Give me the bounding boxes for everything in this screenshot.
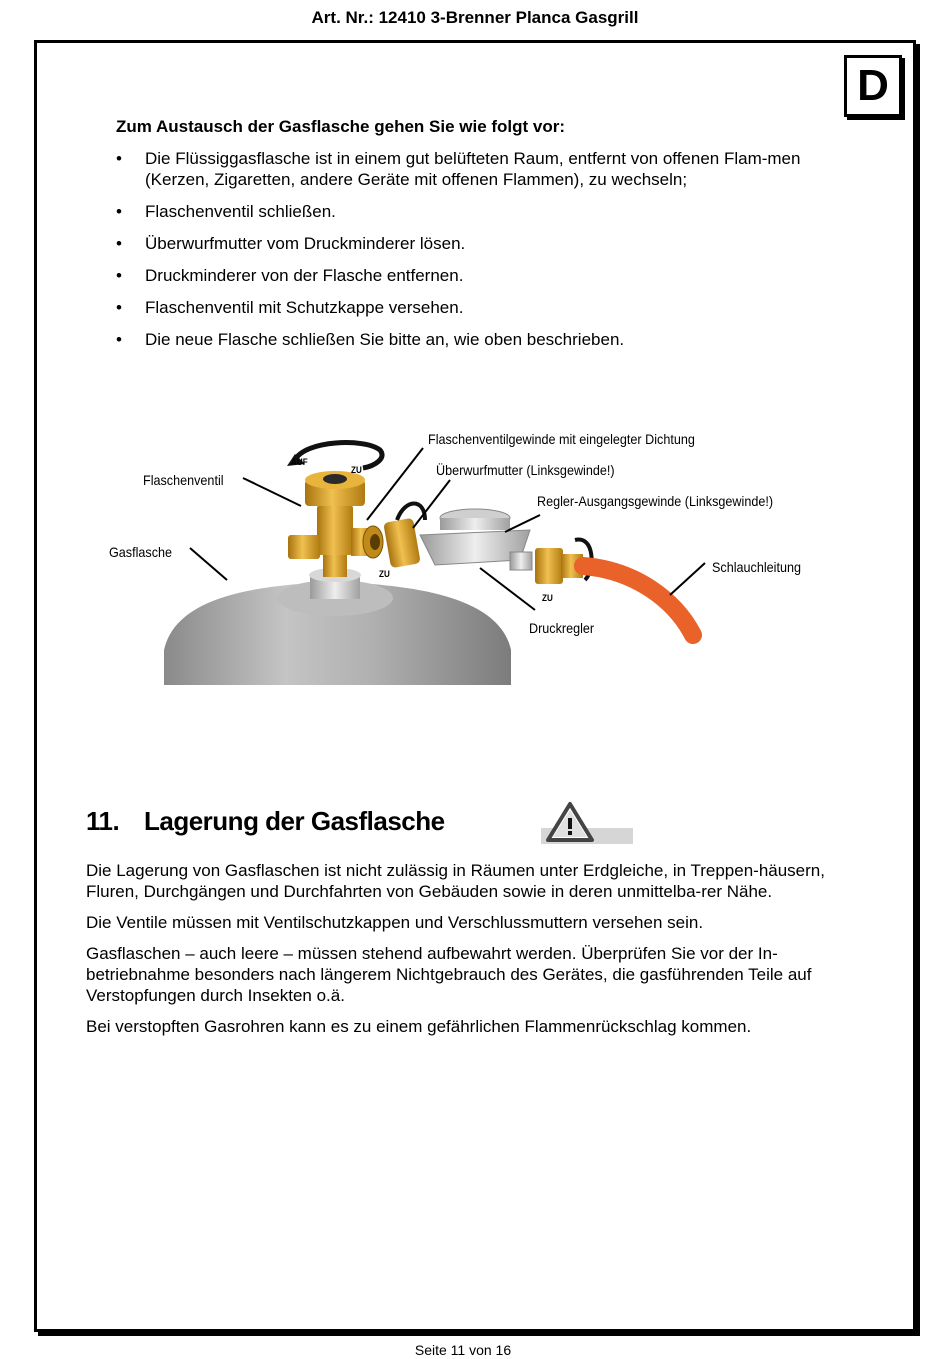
label-druckregler: Druckregler — [529, 620, 595, 636]
label-zu-nut: ZU — [379, 569, 390, 579]
gas-cylinder-illustration — [95, 420, 835, 695]
label-zu-hose: ZU — [542, 593, 553, 603]
label-auf: AUF — [291, 457, 308, 467]
paragraph: Die Lagerung von Gasflaschen ist nicht zulässig in Räumen unter Erdgleiche, in Treppen-häusern, Fluren, Durchgängen und Durchfahrten von Gebäuden sowie in deren unmittelba-rer Nähe. — [86, 861, 825, 901]
label-flaschenventilgewinde: Flaschenventilgewinde mit eingelegter Dichtung — [428, 431, 695, 447]
list-item: • Druckminderer von der Flasche entfernen. — [116, 265, 836, 286]
label-ueberwurfmutter: Überwurfmutter (Linksgewinde!) — [436, 462, 615, 478]
page-header: Art. Nr.: 12410 3-Brenner Planca Gasgrill — [311, 8, 639, 27]
warning-triangle-icon — [541, 800, 633, 846]
section-heading — [86, 806, 445, 837]
list-item: • Flaschenventil mit Schutzkappe versehen. — [116, 297, 836, 318]
label-flaschenventil: Flaschenventil — [143, 472, 224, 488]
section-title: Lagerung der Gasflasche — [144, 806, 445, 836]
list-item: • Flaschenventil schließen. — [116, 201, 836, 222]
hose-nut — [535, 548, 563, 584]
language-badge: D — [844, 55, 902, 117]
list-item: • Die neue Flasche schließen Sie bitte an, wie oben beschrieben. — [116, 329, 836, 350]
section-number: 11. — [86, 806, 120, 836]
steps-list — [116, 148, 836, 361]
valve-base — [323, 552, 347, 577]
section-body — [86, 860, 846, 1047]
regulator-outlet — [510, 552, 532, 570]
list-item: • Die Flüssiggasflasche ist in einem gut belüfteten Raum, entfernt von offenen Flam-men (Kerzen, Zigaretten, andere Geräte mit offenen Flammen), zu wechseln; — [116, 148, 836, 190]
hose — [583, 566, 693, 635]
valve-left-port — [288, 535, 320, 559]
paragraph: Gasflaschen – auch leere – müssen stehend aufbewahrt werden. Überprüfen Sie vor der In-betriebnahme besonders nach längerem Nichtgebrauch des Gerätes, die gasführenden Teile auf Verstopfungen durch Insekten o.ä. — [86, 944, 812, 1005]
label-schlauchleitung: Schlauchleitung — [712, 559, 801, 575]
valve-stem — [317, 505, 353, 555]
label-gasflasche: Gasflasche — [109, 544, 173, 560]
label-regler-ausgang: Regler-Ausgangsgewinde (Linksgewinde!) — [537, 493, 774, 509]
list-item: • Überwurfmutter vom Druckminderer lösen. — [116, 233, 836, 254]
intro-title: Zum Austausch der Gasflasche gehen Sie wie folgt vor: — [116, 117, 566, 136]
page-footer: Seite 11 von 16 — [414, 1342, 512, 1358]
label-zu-valve: ZU — [351, 465, 362, 475]
paragraph: Die Ventile müssen mit Ventilschutzkappen und Verschlussmuttern versehen sein. — [86, 913, 704, 932]
paragraph: Bei verstopften Gasrohren kann es zu einem gefährlichen Flammenrückschlag kommen. — [86, 1017, 752, 1036]
